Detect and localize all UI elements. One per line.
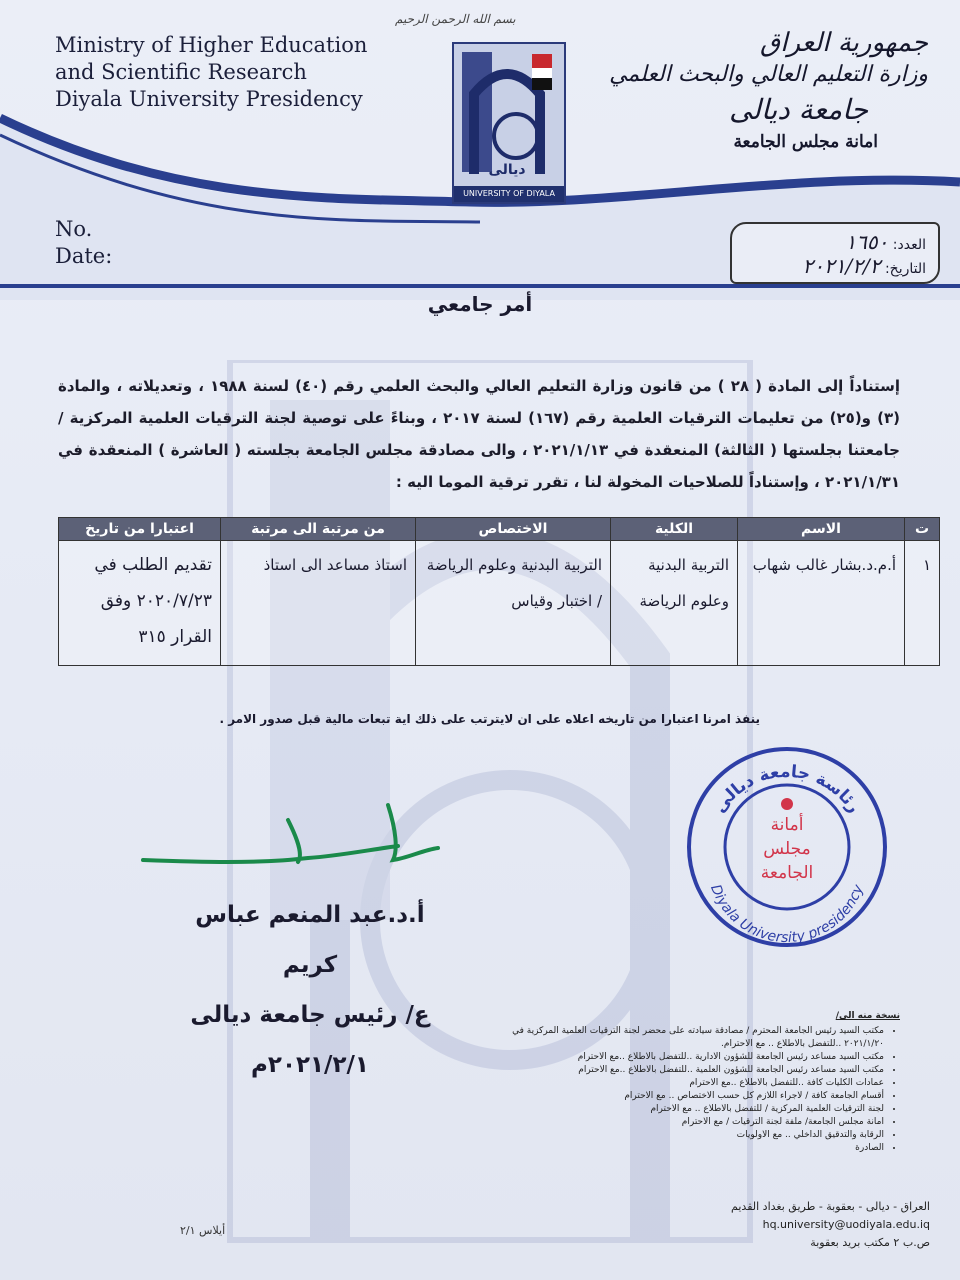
english-header [55,32,367,113]
ar-line-republic: جمهورية العراق [760,28,928,58]
list-item: • الرقابة والتدقيق الداخلي .. مع الاولويات [480,1129,884,1142]
ar-line-university: جامعة ديالى [729,93,868,126]
cell-effective-date: تقديم الطلب في ٢٠٢٠/٧/٢٣ وفق القرار ٣١٥ [59,541,221,666]
signatory-block [175,890,445,1090]
order-body: إستناداً إلى المادة ( ٢٨ ) من قانون وزارة التعليم العالي والبحث العلمي رقم (٤٠) لسنة ١٩٨٨ ، وتعديلاته ، والمادة (٣) و(٢٥) من تعليمات الترقيات العلمية رقم (١٦٧) لسنة ٢٠١٧ ، وبناءً على توصية لجنة الترقيات العلمية المركزية / جامعتنا بجلستها ( الثالثة) المنعقدة في ٢٠٢١/١/١٣ ، والى مصادقة مجلس الجامعة بجلسته ( العاشرة ) المنعقدة في ٢٠٢١/١/٣١ ، وإستناداً للصلاحيات المخولة لنا ، تقرر ترقية الموما اليه : [58,377,900,491]
col-college: الكلية [611,518,738,541]
col-specialty: الاختصاص [416,518,611,541]
stamp-inner-3: الجامعة [760,863,814,883]
promotion-table [58,517,940,666]
list-item: • مكتب السيد مساعد رئيس الجامعة للشؤون الادارية ..للتفضل بالاطلاع ..مع الاحترام [480,1051,884,1064]
logo-caption: UNIVERSITY OF DIYALA [454,186,564,202]
cell-college: التربية البدنية وعلوم الرياضة [611,541,738,666]
ref-date-label: التاريخ: [884,261,926,277]
university-logo [452,42,566,204]
table-header-row [59,518,940,541]
en-line-presidency: Diyala University Presidency [55,87,363,111]
col-index: ت [905,518,940,541]
cell-specialty: التربية البدنية وعلوم الرياضة / اختبار وقياس [416,541,611,666]
handwritten-signature [138,800,458,890]
stamp-flower-icon [781,798,793,810]
footer-code: أيلاس ٢/١ [180,1224,226,1237]
council-stamp [682,742,892,952]
no-label: No. [55,217,93,241]
cell-name: أ.م.د.بشار غالب شهاب [738,541,905,666]
cell-index: ١ [905,541,940,666]
en-line-ministry: Ministry of Higher Education [55,33,368,57]
arabic-header [588,26,928,154]
execution-note: ينفذ امرنا اعتبارا من تاريخه اعلاه على ان لايترتب على ذلك اية تبعات مالية قبل صدور الامر . [219,712,760,726]
list-item: • امانة مجلس الجامعة/ ملفة لجنة الترقيات / مع الاحترام [480,1116,884,1129]
signatory-date: ٢٠٢١/٢/١م [251,1052,369,1078]
list-item: • أقسام الجامعة كافة / لاجراء اللازم كل حسب الاختصاص .. مع الاحترام [480,1090,884,1103]
ref-number-row [744,230,926,254]
ref-date-row [744,254,926,278]
ar-line-council: امانة مجلس الجامعة [733,132,878,152]
logo-arabic-word: ديالى [488,162,526,178]
footer-address [680,1198,930,1252]
list-item: • مكتب السيد رئيس الجامعة المحترم / مصادقة سيادته على محضر لجنة الترقيات العلمية المركزية في ٢٠٢١/١/٢٠ ..للتفضل بالاطلاع .. مع الاحترام. [480,1025,884,1051]
copies-heading: نسخة منه الى/ [835,1011,900,1021]
list-item: • الصادرة [480,1142,884,1155]
cell-rank: استاذ مساعد الى استاذ [221,541,416,666]
basmala: بسم الله الرحمن الرحيم [395,12,516,26]
list-item: • عمادات الكليات كافة ..للتفضل بالاطلاع ..مع الاحترام [480,1077,884,1090]
stamp-outer-bottom: Diyala University presidency [707,882,867,947]
list-item: • لجنة الترقيات العلمية المركزية / للتفضل بالاطلاع .. مع الاحترام [480,1103,884,1116]
col-effective-date: اعتبارا من تاريخ [59,518,221,541]
ar-line-ministry: وزارة التعليم العالي والبحث العلمي [609,62,928,87]
date-label: Date: [55,244,113,268]
stamp-inner-2: مجلس [763,839,811,859]
order-title: أمر جامعي [427,292,533,316]
copies-list [480,1010,900,1155]
stamp-inner-1: أمانة [770,815,804,835]
table-row [59,541,940,666]
no-date-labels [55,216,112,270]
signatory-title: ع/ رئيس جامعة ديالى [190,1002,430,1028]
list-item: • مكتب السيد مساعد رئيس الجامعة للشؤون العلمية ..للتفضل بالاطلاع ..مع الاحترام [480,1064,884,1077]
ref-date-value: ٢٠٢١/٢/٢ [802,254,881,278]
signatory-name: أ.د.عبد المنعم عباس كريم [195,902,425,978]
ref-number-value: ١٦٥٠ [845,230,889,254]
footer-email: hq.university@uodiyala.edu.iq [762,1218,930,1231]
reference-box [730,222,940,284]
col-rank: من مرتبة الى مرتبة [221,518,416,541]
footer-address-line: العراق - ديالى - بعقوبة - طريق بغداد القديم [731,1200,930,1213]
ref-number-label: العدد: [892,237,926,253]
footer-pobox: ص.ب ٢ مكتب بريد بعقوبة [810,1236,930,1249]
logo-emblem [454,44,560,184]
stamp-outer-top: رئاسة جامعة ديالى [709,761,865,817]
en-line-research: and Scientific Research [55,60,307,84]
col-name: الاسم [738,518,905,541]
